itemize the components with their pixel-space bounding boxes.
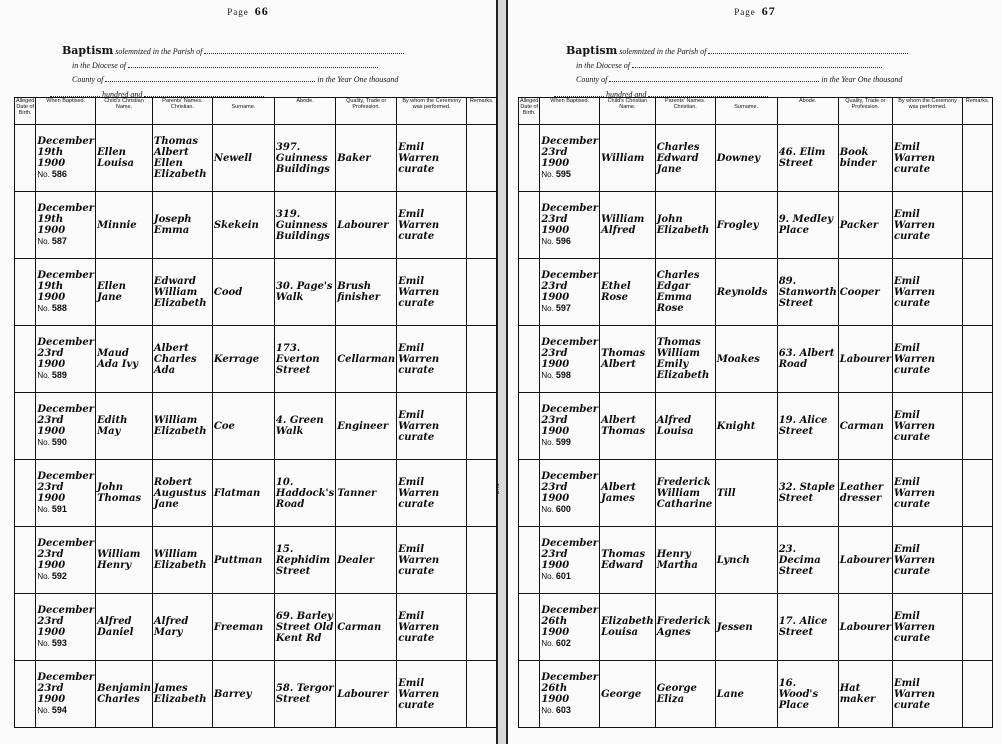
baptism-date: December 23rd 1900: [37, 672, 95, 705]
entry-row: [15, 326, 497, 393]
when-baptised-cell: [36, 460, 96, 527]
col-when: When Baptised.: [36, 98, 96, 125]
surname-cell: Freeman: [212, 594, 274, 661]
child-name-cell: George: [600, 661, 656, 728]
alleged-birth-cell: [519, 326, 540, 393]
remarks-cell: [467, 326, 497, 393]
abode-cell: 89. Stanworth Street: [777, 259, 838, 326]
parents-christian-cell: Frederick William Catharine: [655, 460, 715, 527]
when-baptised-cell: [540, 527, 600, 594]
surname-cell: Skekein: [212, 192, 274, 259]
quality-cell: Tanner: [336, 460, 397, 527]
margin-note: 2 5: [496, 484, 500, 496]
quality-cell: Brush finisher: [336, 259, 397, 326]
remarks-cell: [467, 594, 497, 661]
surname-cell: Cood: [212, 259, 274, 326]
alleged-birth-cell: [519, 393, 540, 460]
remarks-cell: [963, 259, 993, 326]
col-abode: Abode.: [274, 98, 335, 125]
surname-cell: Jessen: [715, 594, 777, 661]
alleged-birth-cell: [15, 192, 36, 259]
baptism-date: December 19th 1900: [37, 136, 95, 169]
quality-cell: Leather dresser: [838, 460, 892, 527]
entry-number: No. 594: [37, 705, 67, 715]
child-name-cell: John Thomas: [96, 460, 153, 527]
entry-row: [15, 527, 497, 594]
alleged-birth-cell: [15, 259, 36, 326]
abode-cell: 9. Medley Place: [777, 192, 838, 259]
baptism-date: December 23rd 1900: [37, 404, 95, 437]
officiant-cell: Emil Warren curate: [397, 594, 467, 661]
entry-row: [519, 326, 993, 393]
baptism-date: December 23rd 1900: [541, 538, 599, 571]
surname-cell: Puttman: [212, 527, 274, 594]
baptism-date: December 23rd 1900: [541, 136, 599, 169]
officiant-cell: Emil Warren curate: [397, 326, 467, 393]
entries-right: [519, 125, 993, 728]
surname-cell: Newell: [212, 125, 274, 192]
officiant-cell: Emil Warren curate: [893, 594, 963, 661]
when-baptised-cell: [540, 661, 600, 728]
when-baptised-cell: [540, 594, 600, 661]
when-baptised-cell: [36, 259, 96, 326]
abode-cell: 23. Decima Street: [777, 527, 838, 594]
entry-number: No. 601: [541, 571, 571, 581]
child-name-cell: Benjamin Charles: [96, 661, 153, 728]
parents-christian-cell: Edward William Elizabeth: [152, 259, 212, 326]
entry-number: No. 599: [541, 437, 571, 447]
parents-christian-cell: Albert Charles Ada: [152, 326, 212, 393]
quality-cell: Packer: [838, 192, 892, 259]
entry-number: No. 603: [541, 705, 571, 715]
abode-cell: 397. Guinness Buildings: [274, 125, 335, 192]
col-by: By whom the Ceremony was performed.: [397, 98, 467, 125]
parents-christian-cell: William Elizabeth: [152, 393, 212, 460]
child-name-cell: Minnie: [96, 192, 153, 259]
quality-cell: Labourer: [838, 594, 892, 661]
entry-number: No. 587: [37, 236, 67, 246]
when-baptised-cell: [36, 125, 96, 192]
alleged-birth-cell: [519, 527, 540, 594]
quality-cell: Labourer: [838, 326, 892, 393]
abode-cell: 319. Guinness Buildings: [274, 192, 335, 259]
officiant-cell: Emil Warren curate: [397, 393, 467, 460]
baptism-date: December 23rd 1900: [541, 337, 599, 370]
officiant-cell: Emil Warren curate: [893, 661, 963, 728]
entry-row: [15, 594, 497, 661]
abode-cell: 69. Barley Street Old Kent Rd: [274, 594, 335, 661]
alleged-birth-cell: [519, 460, 540, 527]
abode-cell: 17. Alice Street: [777, 594, 838, 661]
col-quality: Quality, Trade or Profession.: [336, 98, 397, 125]
abode-cell: 15. Rephidim Street: [274, 527, 335, 594]
officiant-cell: Emil Warren curate: [397, 192, 467, 259]
header-diocese-line: in the Diocese of: [576, 59, 882, 70]
officiant-cell: Emil Warren curate: [397, 259, 467, 326]
quality-cell: Engineer: [336, 393, 397, 460]
header-hundred-line: hundred and: [50, 88, 264, 99]
surname-cell: Lane: [715, 661, 777, 728]
entry-number: No. 595: [541, 169, 571, 179]
entry-row: [15, 460, 497, 527]
remarks-cell: [467, 125, 497, 192]
quality-cell: Baker: [336, 125, 397, 192]
alleged-birth-cell: [15, 393, 36, 460]
surname-cell: Till: [715, 460, 777, 527]
surname-cell: Frogley: [715, 192, 777, 259]
when-baptised-cell: [540, 125, 600, 192]
child-name-cell: Ellen Louisa: [96, 125, 153, 192]
entry-number: No. 588: [37, 303, 67, 313]
entry-number: No. 586: [37, 169, 67, 179]
entry-row: [519, 192, 993, 259]
officiant-cell: Emil Warren curate: [397, 125, 467, 192]
col-abode: Abode.: [777, 98, 838, 125]
child-name-cell: Albert Thomas: [600, 393, 656, 460]
alleged-birth-cell: [15, 125, 36, 192]
child-name-cell: William Alfred: [600, 192, 656, 259]
baptism-date: December 26th 1900: [541, 605, 599, 638]
quality-cell: Cooper: [838, 259, 892, 326]
quality-cell: Labourer: [336, 661, 397, 728]
when-baptised-cell: [540, 259, 600, 326]
entry-row: [15, 259, 497, 326]
quality-cell: Carman: [838, 393, 892, 460]
parents-christian-cell: Henry Martha: [655, 527, 715, 594]
parents-christian-cell: Joseph Emma: [152, 192, 212, 259]
surname-cell: Reynolds: [715, 259, 777, 326]
quality-cell: Book binder: [838, 125, 892, 192]
entry-number: No. 602: [541, 638, 571, 648]
entry-row: [15, 125, 497, 192]
remarks-cell: [963, 125, 993, 192]
remarks-cell: [963, 594, 993, 661]
entry-row: [519, 259, 993, 326]
entry-row: [519, 125, 993, 192]
baptism-date: December 26th 1900: [541, 672, 599, 705]
remarks-cell: [963, 326, 993, 393]
header-row: [519, 98, 993, 125]
remarks-cell: [467, 259, 497, 326]
col-parents-christian: Parents' Names. Christian.: [152, 98, 212, 125]
officiant-cell: Emil Warren curate: [893, 393, 963, 460]
entry-number: No. 598: [541, 370, 571, 380]
when-baptised-cell: [540, 393, 600, 460]
parents-christian-cell: Robert Augustus Jane: [152, 460, 212, 527]
officiant-cell: Emil Warren curate: [397, 460, 467, 527]
col-alleged: Alleged Date of Birth.: [519, 98, 540, 125]
surname-cell: Knight: [715, 393, 777, 460]
baptism-date: December 23rd 1900: [37, 538, 95, 571]
entry-number: No. 597: [541, 303, 571, 313]
remarks-cell: [963, 527, 993, 594]
parents-christian-cell: John Elizabeth: [655, 192, 715, 259]
when-baptised-cell: [540, 460, 600, 527]
officiant-cell: Emil Warren curate: [893, 460, 963, 527]
page-number: Page 67: [734, 4, 776, 18]
child-name-cell: Ethel Rose: [600, 259, 656, 326]
header-county-line: County of in the Year One thousand: [576, 75, 903, 84]
when-baptised-cell: [36, 326, 96, 393]
baptism-date: December 19th 1900: [37, 270, 95, 303]
entry-number: No. 600: [541, 504, 571, 514]
baptism-date: December 23rd 1900: [541, 203, 599, 236]
alleged-birth-cell: [519, 661, 540, 728]
quality-cell: Carman: [336, 594, 397, 661]
abode-cell: 10. Haddock's Road: [274, 460, 335, 527]
alleged-birth-cell: [15, 460, 36, 527]
officiant-cell: Emil Warren curate: [397, 661, 467, 728]
baptism-date: December 23rd 1900: [541, 404, 599, 437]
col-remarks: Remarks.: [467, 98, 497, 125]
parents-christian-cell: Charles Edgar Emma Rose: [655, 259, 715, 326]
child-name-cell: William Henry: [96, 527, 153, 594]
abode-cell: 58. Tergor Street: [274, 661, 335, 728]
col-remarks: Remarks.: [963, 98, 993, 125]
officiant-cell: Emil Warren curate: [893, 527, 963, 594]
abode-cell: 46. Elim Street: [777, 125, 838, 192]
surname-cell: Kerrage: [212, 326, 274, 393]
col-when: When Baptised.: [540, 98, 600, 125]
child-name-cell: Alfred Daniel: [96, 594, 153, 661]
when-baptised-cell: [36, 393, 96, 460]
alleged-birth-cell: [519, 259, 540, 326]
abode-cell: 4. Green Walk: [274, 393, 335, 460]
child-name-cell: William: [600, 125, 656, 192]
header-parish-line: Baptism solemnized in the Parish of: [566, 44, 908, 57]
alleged-birth-cell: [519, 125, 540, 192]
baptism-date: December 23rd 1900: [541, 471, 599, 504]
alleged-birth-cell: [519, 192, 540, 259]
parents-christian-cell: Thomas Albert Ellen Elizabeth: [152, 125, 212, 192]
officiant-cell: Emil Warren curate: [893, 192, 963, 259]
col-alleged: Alleged Date of Birth.: [15, 98, 36, 125]
child-name-cell: Thomas Albert: [600, 326, 656, 393]
surname-cell: Downey: [715, 125, 777, 192]
alleged-birth-cell: [519, 594, 540, 661]
remarks-cell: [467, 192, 497, 259]
abode-cell: 16. Wood's Place: [777, 661, 838, 728]
child-name-cell: Edith May: [96, 393, 153, 460]
quality-cell: Cellarman: [336, 326, 397, 393]
entry-row: [519, 460, 993, 527]
page-number: Page 66: [227, 4, 269, 18]
entry-row: [15, 192, 497, 259]
alleged-birth-cell: [15, 326, 36, 393]
officiant-cell: Emil Warren curate: [397, 527, 467, 594]
surname-cell: Flatman: [212, 460, 274, 527]
entry-row: [519, 661, 993, 728]
entry-number: No. 596: [541, 236, 571, 246]
header-row: [15, 98, 497, 125]
header-parish-line: Baptism solemnized in the Parish of: [62, 44, 404, 57]
child-name-cell: Maud Ada Ivy: [96, 326, 153, 393]
entry-row: [519, 527, 993, 594]
entry-row: [519, 594, 993, 661]
baptism-date: December 23rd 1900: [37, 605, 95, 638]
quality-cell: Dealer: [336, 527, 397, 594]
quality-cell: Labourer: [336, 192, 397, 259]
parents-christian-cell: George Eliza: [655, 661, 715, 728]
child-name-cell: Ellen Jane: [96, 259, 153, 326]
remarks-cell: [963, 393, 993, 460]
surname-cell: Barrey: [212, 661, 274, 728]
col-parents-christian: Parents' Names. Christian.: [655, 98, 715, 125]
col-surname: Surname.: [212, 98, 274, 125]
parents-christian-cell: Frederick Agnes: [655, 594, 715, 661]
child-name-cell: Albert James: [600, 460, 656, 527]
baptism-date: December 23rd 1900: [541, 270, 599, 303]
remarks-cell: [963, 192, 993, 259]
parents-christian-cell: Alfred Louisa: [655, 393, 715, 460]
parents-christian-cell: James Elizabeth: [152, 661, 212, 728]
remarks-cell: [963, 460, 993, 527]
surname-cell: Coe: [212, 393, 274, 460]
surname-cell: Moakes: [715, 326, 777, 393]
baptism-date: December 23rd 1900: [37, 337, 95, 370]
header-hundred-line: hundred and: [554, 88, 768, 99]
entry-number: No. 589: [37, 370, 67, 380]
child-name-cell: Elizabeth Louisa: [600, 594, 656, 661]
alleged-birth-cell: [15, 661, 36, 728]
col-surname: Surname.: [715, 98, 777, 125]
remarks-cell: [467, 661, 497, 728]
baptism-date: December 23rd 1900: [37, 471, 95, 504]
when-baptised-cell: [540, 192, 600, 259]
when-baptised-cell: [36, 594, 96, 661]
col-child: Child's Christian Name.: [600, 98, 656, 125]
entry-number: No. 591: [37, 504, 67, 514]
entry-row: [15, 393, 497, 460]
baptism-register-table-right: [518, 97, 993, 728]
abode-cell: 30. Page's Walk: [274, 259, 335, 326]
officiant-cell: Emil Warren curate: [893, 326, 963, 393]
entry-row: [519, 393, 993, 460]
quality-cell: Labourer: [838, 527, 892, 594]
parents-christian-cell: William Elizabeth: [152, 527, 212, 594]
parents-christian-cell: Charles Edward Jane: [655, 125, 715, 192]
abode-cell: 63. Albert Road: [777, 326, 838, 393]
header-diocese-line: in the Diocese of: [72, 59, 378, 70]
quality-cell: Hat maker: [838, 661, 892, 728]
parents-christian-cell: Thomas William Emily Elizabeth: [655, 326, 715, 393]
officiant-cell: Emil Warren curate: [893, 125, 963, 192]
col-quality: Quality, Trade or Profession.: [838, 98, 892, 125]
remarks-cell: [467, 393, 497, 460]
surname-cell: Lynch: [715, 527, 777, 594]
baptism-date: December 19th 1900: [37, 203, 95, 236]
child-name-cell: Thomas Edward: [600, 527, 656, 594]
when-baptised-cell: [36, 527, 96, 594]
when-baptised-cell: [36, 192, 96, 259]
entry-number: No. 593: [37, 638, 67, 648]
when-baptised-cell: [540, 326, 600, 393]
alleged-birth-cell: [15, 594, 36, 661]
header-county-line: County of in the Year One thousand: [72, 75, 399, 84]
col-by: By whom the Ceremony was performed.: [893, 98, 963, 125]
col-child: Child's Christian Name.: [96, 98, 153, 125]
abode-cell: 19. Alice Street: [777, 393, 838, 460]
abode-cell: 173. Everton Street: [274, 326, 335, 393]
officiant-cell: Emil Warren curate: [893, 259, 963, 326]
abode-cell: 32. Staple Street: [777, 460, 838, 527]
remarks-cell: [467, 527, 497, 594]
entry-row: [15, 661, 497, 728]
alleged-birth-cell: [15, 527, 36, 594]
entry-number: No. 592: [37, 571, 67, 581]
entry-number: No. 590: [37, 437, 67, 447]
remarks-cell: [963, 661, 993, 728]
parents-christian-cell: Alfred Mary: [152, 594, 212, 661]
when-baptised-cell: [36, 661, 96, 728]
